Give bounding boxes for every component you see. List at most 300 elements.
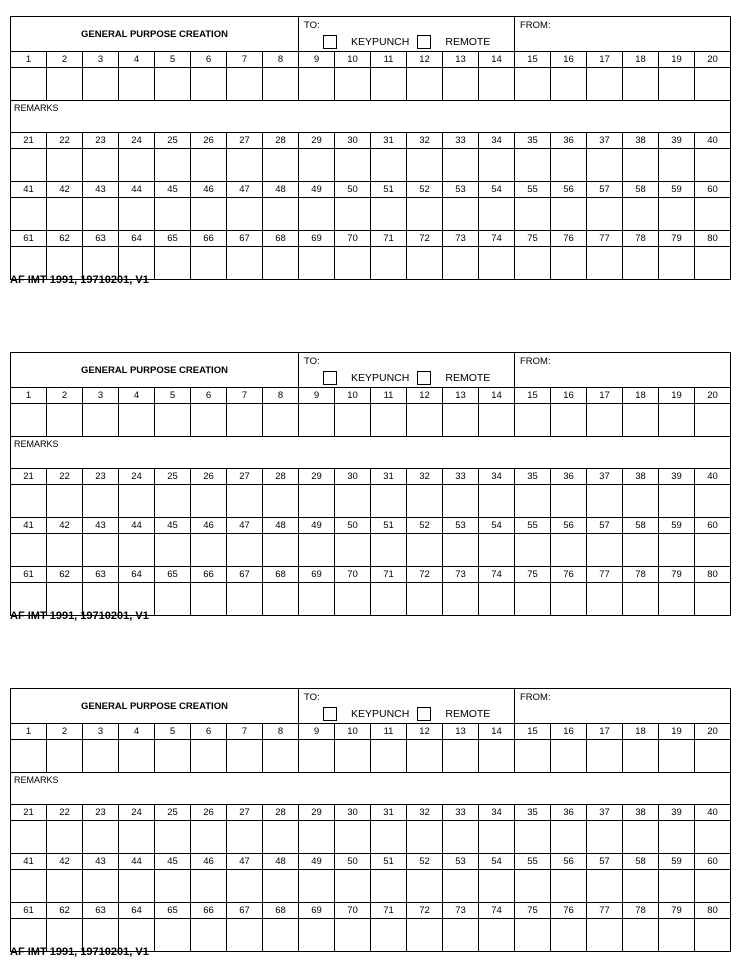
entry-field[interactable]: [371, 68, 407, 101]
entry-field[interactable]: [227, 919, 263, 952]
column-number-cell: 7: [227, 388, 263, 404]
entry-field[interactable]: [155, 870, 191, 903]
entry-field[interactable]: [515, 149, 551, 182]
entry-field[interactable]: [479, 485, 515, 518]
entry-field[interactable]: [11, 485, 47, 518]
column-number-cell: 8: [263, 52, 299, 68]
entry-field[interactable]: [227, 534, 263, 567]
entry-field[interactable]: [227, 740, 263, 773]
entry-field[interactable]: [263, 485, 299, 518]
entry-field[interactable]: [587, 198, 623, 231]
entry-field[interactable]: [83, 740, 119, 773]
entry-field[interactable]: [11, 821, 47, 854]
entry-field[interactable]: [659, 870, 695, 903]
entry-field[interactable]: [443, 485, 479, 518]
entry-field[interactable]: [119, 534, 155, 567]
column-number-cell: 51: [371, 518, 407, 534]
column-number-cell: 31: [371, 133, 407, 149]
entry-field[interactable]: [443, 534, 479, 567]
entry-field[interactable]: [623, 740, 659, 773]
entry-field[interactable]: [659, 485, 695, 518]
remarks-field[interactable]: [11, 101, 731, 133]
entry-field[interactable]: [551, 870, 587, 903]
entry-field[interactable]: [443, 870, 479, 903]
entry-field[interactable]: [443, 583, 479, 616]
column-number-cell: 8: [263, 724, 299, 740]
entry-field[interactable]: [335, 247, 371, 280]
entry-field[interactable]: [191, 149, 227, 182]
entry-field[interactable]: [299, 919, 335, 952]
entry-field[interactable]: [11, 870, 47, 903]
column-number-cell: 66: [191, 231, 227, 247]
entry-field[interactable]: [119, 68, 155, 101]
entry-field[interactable]: [227, 583, 263, 616]
entry-field[interactable]: [551, 740, 587, 773]
column-number-cell: 14: [479, 724, 515, 740]
entry-field[interactable]: [263, 247, 299, 280]
entry-field[interactable]: [623, 534, 659, 567]
entry-field[interactable]: [587, 485, 623, 518]
entry-field[interactable]: [47, 149, 83, 182]
entry-field[interactable]: [191, 919, 227, 952]
entry-field[interactable]: [371, 740, 407, 773]
entry-field[interactable]: [263, 68, 299, 101]
column-number-cell: 11: [371, 388, 407, 404]
entry-field[interactable]: [587, 404, 623, 437]
entry-field[interactable]: [227, 68, 263, 101]
entry-field[interactable]: [155, 247, 191, 280]
entry-field[interactable]: [371, 821, 407, 854]
entry-field[interactable]: [299, 404, 335, 437]
entry-field[interactable]: [371, 870, 407, 903]
entry-field[interactable]: [443, 404, 479, 437]
column-number-cell: 30: [335, 133, 371, 149]
entry-field[interactable]: [515, 870, 551, 903]
entry-field[interactable]: [263, 149, 299, 182]
entry-field[interactable]: [407, 583, 443, 616]
entry-field[interactable]: [299, 534, 335, 567]
entry-field[interactable]: [695, 740, 731, 773]
column-number-cell: 45: [155, 854, 191, 870]
entry-field[interactable]: [155, 583, 191, 616]
entry-field[interactable]: [155, 149, 191, 182]
entry-field[interactable]: [227, 485, 263, 518]
keypunch-checkbox[interactable]: [323, 35, 337, 49]
entry-field[interactable]: [83, 821, 119, 854]
from-field[interactable]: [515, 17, 731, 52]
entry-field[interactable]: [515, 198, 551, 231]
column-number-cell: 32: [407, 805, 443, 821]
entry-field[interactable]: [659, 919, 695, 952]
entry-field[interactable]: [371, 919, 407, 952]
entry-field[interactable]: [11, 68, 47, 101]
entry-field[interactable]: [695, 583, 731, 616]
column-number-cell: 65: [155, 567, 191, 583]
entry-field[interactable]: [695, 247, 731, 280]
entry-field[interactable]: [83, 198, 119, 231]
entry-field[interactable]: [47, 821, 83, 854]
column-number-cell: 62: [47, 567, 83, 583]
column-number-cell: 70: [335, 903, 371, 919]
entry-field[interactable]: [191, 821, 227, 854]
entry-field[interactable]: [479, 404, 515, 437]
to-field[interactable]: [299, 17, 515, 52]
entry-field[interactable]: [191, 485, 227, 518]
entry-field[interactable]: [659, 740, 695, 773]
entry-field[interactable]: [551, 247, 587, 280]
entry-field[interactable]: [335, 583, 371, 616]
entry-field[interactable]: [443, 247, 479, 280]
entry-field[interactable]: [47, 404, 83, 437]
entry-field[interactable]: [515, 534, 551, 567]
entry-field[interactable]: [335, 740, 371, 773]
remarks-field[interactable]: [11, 773, 731, 805]
entry-field[interactable]: [551, 149, 587, 182]
column-number-cell: 8: [263, 388, 299, 404]
entry-field[interactable]: [659, 68, 695, 101]
column-number-cell: 6: [191, 724, 227, 740]
entry-field[interactable]: [695, 404, 731, 437]
entry-field[interactable]: [587, 870, 623, 903]
entry-field[interactable]: [515, 583, 551, 616]
entry-field[interactable]: [335, 485, 371, 518]
from-field[interactable]: [515, 353, 731, 388]
column-number-cell: 76: [551, 903, 587, 919]
entry-field[interactable]: [479, 68, 515, 101]
entry-field[interactable]: [695, 919, 731, 952]
entry-field[interactable]: [191, 870, 227, 903]
entry-field[interactable]: [119, 198, 155, 231]
entry-field[interactable]: [299, 740, 335, 773]
entry-field[interactable]: [407, 870, 443, 903]
entry-field[interactable]: [227, 404, 263, 437]
entry-field[interactable]: [659, 247, 695, 280]
entry-field[interactable]: [479, 198, 515, 231]
column-number-cell: 73: [443, 567, 479, 583]
entry-field[interactable]: [155, 534, 191, 567]
entry-field[interactable]: [623, 149, 659, 182]
entry-field[interactable]: [443, 919, 479, 952]
entry-field[interactable]: [407, 404, 443, 437]
entry-field[interactable]: [587, 821, 623, 854]
column-number-cell: 4: [119, 52, 155, 68]
entry-field[interactable]: [479, 534, 515, 567]
entry-field[interactable]: [587, 149, 623, 182]
entry-field[interactable]: [695, 821, 731, 854]
entry-field[interactable]: [515, 740, 551, 773]
entry-field[interactable]: [263, 740, 299, 773]
entry-field[interactable]: [83, 68, 119, 101]
entry-field[interactable]: [191, 583, 227, 616]
entry-field[interactable]: [659, 821, 695, 854]
column-number-cell: 27: [227, 133, 263, 149]
column-number-cell: 41: [11, 854, 47, 870]
entry-field[interactable]: [551, 821, 587, 854]
column-number-cell: 74: [479, 231, 515, 247]
column-number-cell: 72: [407, 903, 443, 919]
keypunch-checkbox[interactable]: [323, 371, 337, 385]
column-number-cell: 18: [623, 388, 659, 404]
entry-field[interactable]: [695, 68, 731, 101]
entry-field[interactable]: [371, 534, 407, 567]
entry-field[interactable]: [191, 198, 227, 231]
remarks-field[interactable]: [11, 437, 731, 469]
entry-field[interactable]: [335, 149, 371, 182]
column-number-cell: 69: [299, 567, 335, 583]
entry-field[interactable]: [515, 404, 551, 437]
entry-field[interactable]: [623, 485, 659, 518]
entry-field[interactable]: [119, 485, 155, 518]
entry-field[interactable]: [263, 534, 299, 567]
entry-field[interactable]: [623, 404, 659, 437]
entry-field[interactable]: [659, 404, 695, 437]
entry-field[interactable]: [695, 149, 731, 182]
entry-field[interactable]: [47, 870, 83, 903]
remote-checkbox[interactable]: [417, 371, 431, 385]
entry-field[interactable]: [83, 534, 119, 567]
to-field[interactable]: [299, 353, 515, 388]
entry-field[interactable]: [11, 534, 47, 567]
entry-field[interactable]: [407, 485, 443, 518]
column-number-cell: 33: [443, 469, 479, 485]
column-number-cell: 33: [443, 133, 479, 149]
entry-field[interactable]: [443, 68, 479, 101]
entry-field[interactable]: [335, 821, 371, 854]
to-field[interactable]: [299, 689, 515, 724]
entry-field[interactable]: [371, 485, 407, 518]
entry-field[interactable]: [443, 149, 479, 182]
entry-field[interactable]: [587, 534, 623, 567]
entry-field[interactable]: [227, 198, 263, 231]
column-number-cell: 2: [47, 724, 83, 740]
entry-field[interactable]: [587, 247, 623, 280]
column-number-cell: 47: [227, 854, 263, 870]
column-number-cell: 4: [119, 388, 155, 404]
entry-field[interactable]: [551, 485, 587, 518]
entry-field[interactable]: [47, 534, 83, 567]
entry-field[interactable]: [515, 821, 551, 854]
column-number-cell: 48: [263, 854, 299, 870]
entry-field[interactable]: [695, 485, 731, 518]
entry-field[interactable]: [623, 247, 659, 280]
column-number-cell: 25: [155, 469, 191, 485]
column-number-cell: 43: [83, 518, 119, 534]
entry-field[interactable]: [479, 821, 515, 854]
entry-field[interactable]: [335, 68, 371, 101]
entry-field[interactable]: [371, 583, 407, 616]
entry-field[interactable]: [623, 198, 659, 231]
entry-field[interactable]: [587, 583, 623, 616]
entry-field[interactable]: [119, 149, 155, 182]
entry-field[interactable]: [47, 68, 83, 101]
column-number-cell: 23: [83, 469, 119, 485]
column-number-cell: 71: [371, 903, 407, 919]
entry-field[interactable]: [695, 534, 731, 567]
entry-field[interactable]: [335, 870, 371, 903]
remote-checkbox[interactable]: [417, 707, 431, 721]
entry-field[interactable]: [155, 485, 191, 518]
entry-field[interactable]: [227, 247, 263, 280]
entry-field[interactable]: [587, 919, 623, 952]
entry-field[interactable]: [551, 919, 587, 952]
column-number-cell: 29: [299, 805, 335, 821]
entry-field[interactable]: [551, 583, 587, 616]
entry-field[interactable]: [659, 534, 695, 567]
column-number-cell: 45: [155, 518, 191, 534]
entry-field[interactable]: [479, 149, 515, 182]
entry-field[interactable]: [623, 870, 659, 903]
entry-field[interactable]: [623, 821, 659, 854]
entry-field[interactable]: [263, 870, 299, 903]
entry-field[interactable]: [155, 198, 191, 231]
column-number-cell: 45: [155, 182, 191, 198]
entry-field[interactable]: [407, 821, 443, 854]
entry-field[interactable]: [407, 919, 443, 952]
entry-field[interactable]: [299, 870, 335, 903]
entry-field[interactable]: [659, 583, 695, 616]
column-number-cell: 74: [479, 567, 515, 583]
entry-field[interactable]: [191, 534, 227, 567]
entry-field[interactable]: [155, 404, 191, 437]
entry-field[interactable]: [83, 485, 119, 518]
entry-field[interactable]: [659, 198, 695, 231]
entry-field[interactable]: [587, 740, 623, 773]
entry-field[interactable]: [47, 198, 83, 231]
entry-field[interactable]: [335, 198, 371, 231]
entry-field[interactable]: [155, 68, 191, 101]
entry-field[interactable]: [515, 919, 551, 952]
entry-field[interactable]: [551, 404, 587, 437]
entry-field[interactable]: [695, 870, 731, 903]
entry-field[interactable]: [119, 821, 155, 854]
entry-field[interactable]: [371, 198, 407, 231]
column-number-cell: 68: [263, 567, 299, 583]
entry-field[interactable]: [407, 740, 443, 773]
entry-field[interactable]: [623, 68, 659, 101]
entry-field[interactable]: [443, 198, 479, 231]
entry-field[interactable]: [191, 247, 227, 280]
keypunch-checkbox[interactable]: [323, 707, 337, 721]
column-number-cell: 54: [479, 182, 515, 198]
entry-field[interactable]: [371, 404, 407, 437]
entry-field[interactable]: [299, 68, 335, 101]
entry-field[interactable]: [515, 68, 551, 101]
column-number-cell: 25: [155, 133, 191, 149]
entry-field[interactable]: [623, 583, 659, 616]
from-field[interactable]: [515, 689, 731, 724]
entry-field[interactable]: [299, 247, 335, 280]
entry-field[interactable]: [263, 583, 299, 616]
entry-field[interactable]: [335, 534, 371, 567]
entry-field[interactable]: [47, 740, 83, 773]
entry-field[interactable]: [227, 870, 263, 903]
entry-field[interactable]: [407, 247, 443, 280]
entry-field[interactable]: [155, 919, 191, 952]
entry-field[interactable]: [407, 68, 443, 101]
entry-field[interactable]: [47, 485, 83, 518]
entry-field[interactable]: [299, 198, 335, 231]
entry-field[interactable]: [263, 404, 299, 437]
entry-field[interactable]: [443, 740, 479, 773]
entry-field[interactable]: [119, 870, 155, 903]
entry-field[interactable]: [443, 821, 479, 854]
entry-field[interactable]: [479, 583, 515, 616]
column-number-cell: 75: [515, 567, 551, 583]
entry-field[interactable]: [299, 821, 335, 854]
column-number-cell: 63: [83, 567, 119, 583]
entry-field[interactable]: [11, 149, 47, 182]
entry-field[interactable]: [479, 919, 515, 952]
entry-field[interactable]: [263, 198, 299, 231]
entry-field[interactable]: [119, 740, 155, 773]
entry-field[interactable]: [479, 740, 515, 773]
entry-field[interactable]: [407, 149, 443, 182]
entry-field[interactable]: [371, 149, 407, 182]
entry-field[interactable]: [227, 149, 263, 182]
entry-field[interactable]: [263, 919, 299, 952]
entry-field[interactable]: [299, 149, 335, 182]
entry-field[interactable]: [83, 149, 119, 182]
entry-field[interactable]: [299, 583, 335, 616]
entry-field[interactable]: [659, 149, 695, 182]
entry-field[interactable]: [155, 821, 191, 854]
column-number-cell: 54: [479, 518, 515, 534]
entry-field[interactable]: [191, 404, 227, 437]
entry-field[interactable]: [587, 68, 623, 101]
remote-checkbox[interactable]: [417, 35, 431, 49]
entry-field[interactable]: [299, 485, 335, 518]
column-number-cell: 61: [11, 903, 47, 919]
entry-field[interactable]: [551, 198, 587, 231]
column-number-cell: 79: [659, 231, 695, 247]
entry-field[interactable]: [623, 919, 659, 952]
entry-field[interactable]: [407, 198, 443, 231]
entry-field[interactable]: [551, 534, 587, 567]
column-number-cell: 16: [551, 52, 587, 68]
entry-field[interactable]: [515, 485, 551, 518]
entry-field[interactable]: [695, 198, 731, 231]
entry-field[interactable]: [335, 404, 371, 437]
entry-field[interactable]: [119, 404, 155, 437]
entry-field[interactable]: [407, 534, 443, 567]
column-number-cell: 1: [11, 388, 47, 404]
column-number-cell: 31: [371, 469, 407, 485]
entry-field[interactable]: [371, 247, 407, 280]
column-number-cell: 49: [299, 854, 335, 870]
entry-field[interactable]: [551, 68, 587, 101]
entry-field[interactable]: [11, 404, 47, 437]
entry-field[interactable]: [335, 919, 371, 952]
entry-field[interactable]: [155, 740, 191, 773]
entry-field[interactable]: [11, 198, 47, 231]
entry-field[interactable]: [515, 247, 551, 280]
column-number-cell: 80: [695, 903, 731, 919]
entry-field[interactable]: [479, 870, 515, 903]
entry-field[interactable]: [227, 821, 263, 854]
entry-field[interactable]: [83, 404, 119, 437]
column-number-cell: 7: [227, 724, 263, 740]
column-number-cell: 24: [119, 133, 155, 149]
entry-field[interactable]: [11, 740, 47, 773]
entry-field[interactable]: [263, 821, 299, 854]
transmission-options: [323, 371, 498, 385]
entry-field[interactable]: [191, 740, 227, 773]
column-number-cell: 14: [479, 388, 515, 404]
entry-field[interactable]: [191, 68, 227, 101]
keypunch-label: KEYPUNCH: [351, 372, 410, 384]
entry-field[interactable]: [83, 870, 119, 903]
entry-field[interactable]: [479, 247, 515, 280]
